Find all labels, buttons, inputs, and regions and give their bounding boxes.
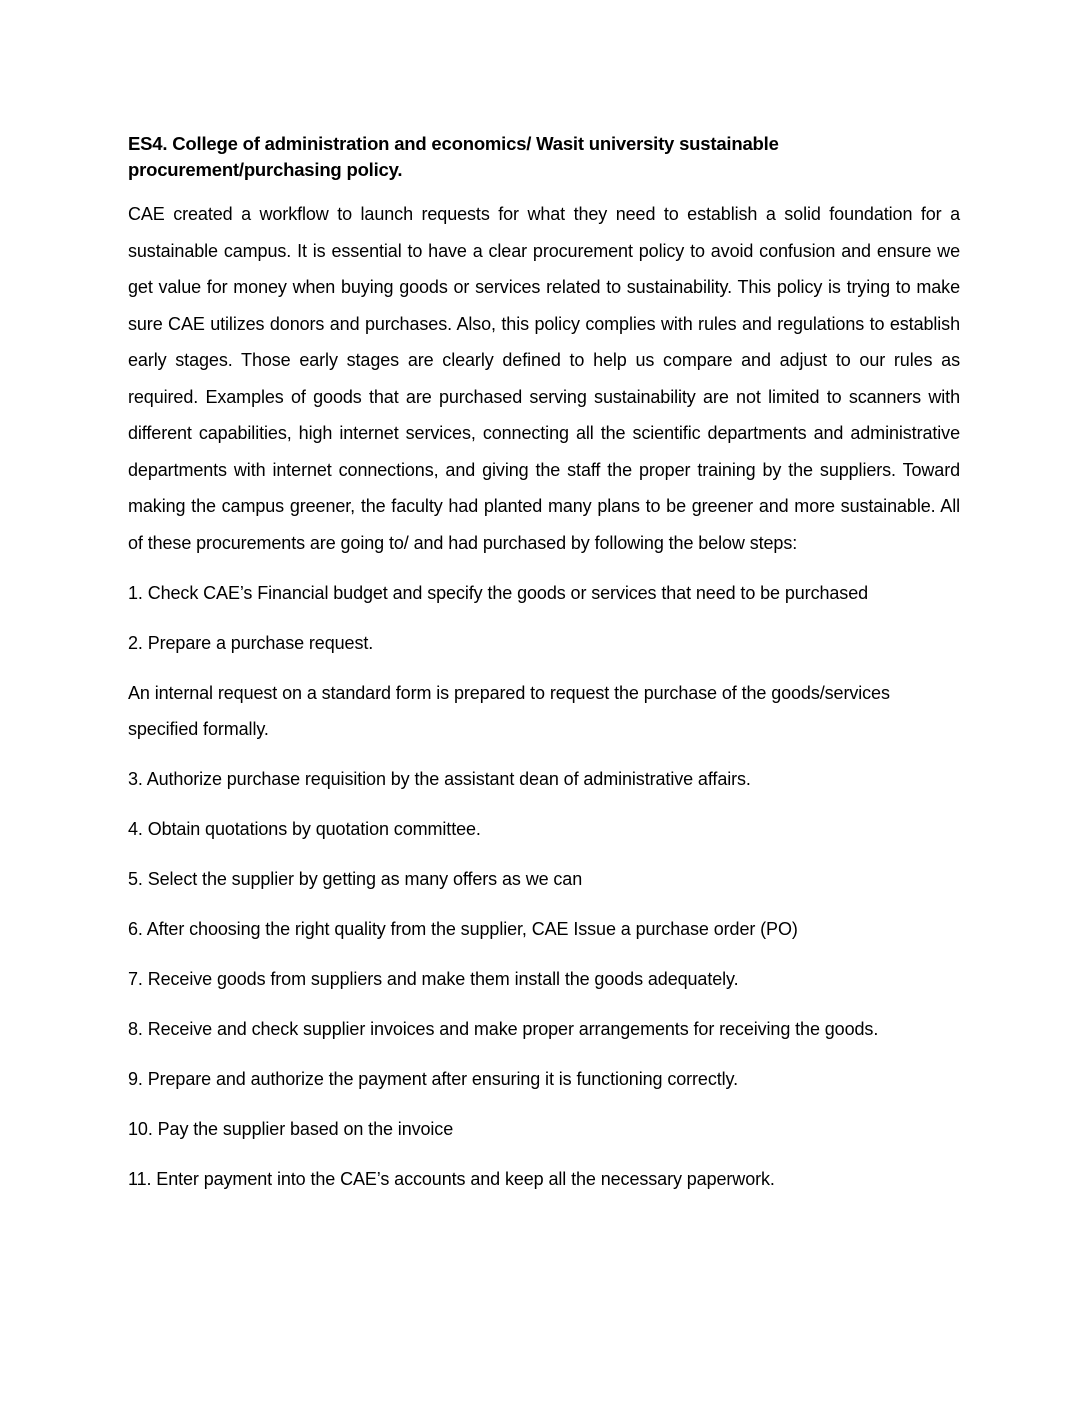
document-title: ES4. College of administration and economics/ Wasit university sustainable procurement/purchasing policy. xyxy=(128,133,779,180)
step-item-4: 4. Obtain quotations by quotation committee. xyxy=(128,819,481,839)
step-note-paragraph: An internal request on a standard form is prepared to request the purchase of the goods/services specified formally. xyxy=(128,683,890,739)
step-item-10: 10. Pay the supplier based on the invoice xyxy=(128,1119,454,1139)
step-item-9: 9. Prepare and authorize the payment after ensuring it is functioning correctly. xyxy=(128,1069,739,1089)
step-item-7: 7. Receive goods from suppliers and make them install the goods adequately. xyxy=(128,969,739,989)
step-item-3: 3. Authorize purchase requisition by the assistant dean of administrative affairs. xyxy=(128,769,751,789)
step-item-1: 1. Check CAE’s Financial budget and specify the goods or services that need to be purchased xyxy=(128,583,869,603)
step-item-5: 5. Select the supplier by getting as many offers as we can xyxy=(128,869,583,889)
step-item-6: 6. After choosing the right quality from the supplier, CAE Issue a purchase order (PO) xyxy=(128,919,798,939)
step-item-8: 8. Receive and check supplier invoices and make proper arrangements for receiving the goods. xyxy=(128,1019,879,1039)
step-item-2: 2. Prepare a purchase request. xyxy=(128,633,374,653)
intro-paragraph: CAE created a workflow to launch requests for what they need to establish a solid foundation for a sustainable campus. It is essential to have a clear procurement policy to avoid confusion and ensure we get value for money when buying goods or services related to sustainability. This policy is trying to make sure CAE utilizes donors and purchases. Also, this policy complies with rules and regulations to establish early stages. Those early stages are clearly defined to help us compare and adjust to our rules as required. Examples of goods that are purchased serving sustainability are not limited to scanners with different capabilities, high internet services, connecting all the scientific departments and administrative departments with internet connections, and giving the staff the proper training by the suppliers. Toward making the campus greener, the faculty had planted many plans to be greener and more sustainable. All of these procurements are going to/ and had purchased by following the below steps: xyxy=(128,204,960,553)
step-item-11: 11. Enter payment into the CAE’s accounts and keep all the necessary paperwork. xyxy=(128,1169,775,1189)
